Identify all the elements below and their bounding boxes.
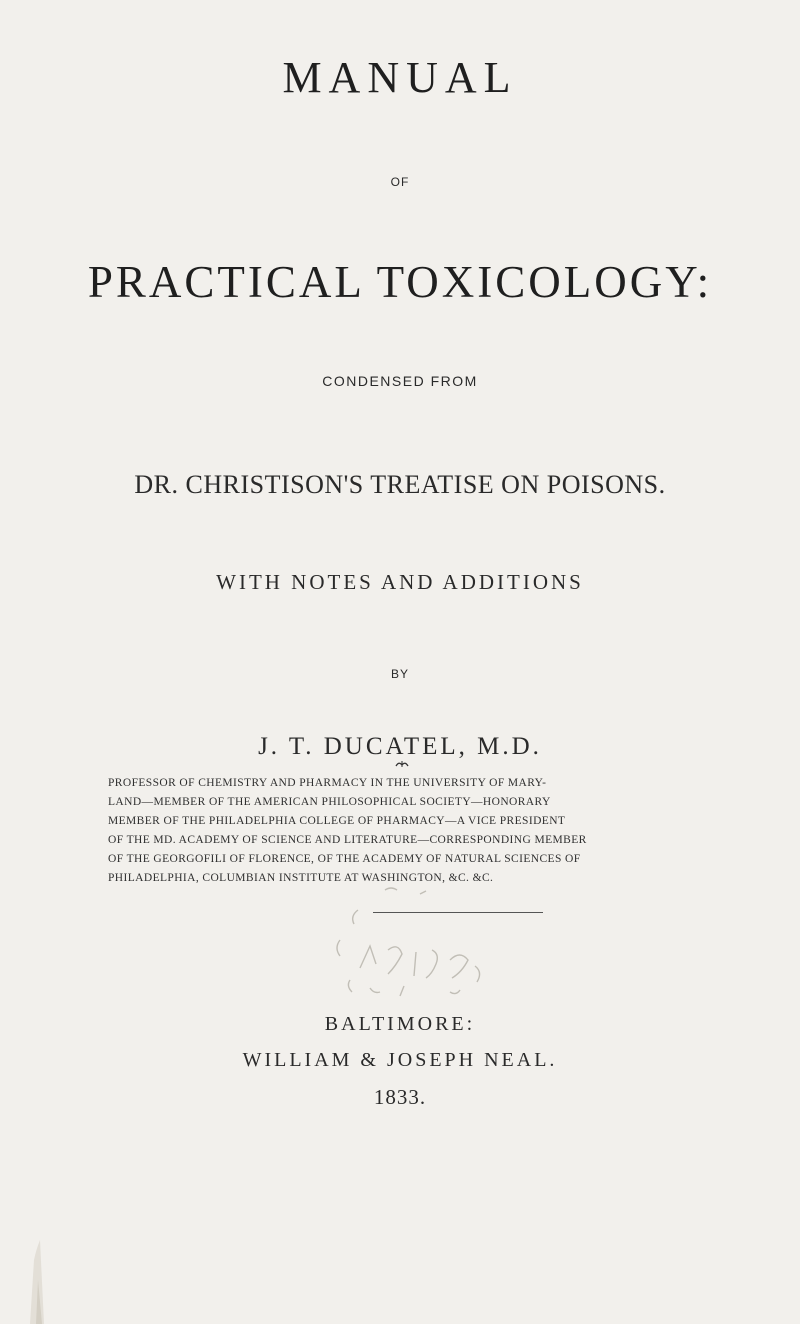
ornament-icon [395, 760, 409, 768]
credentials-line: PHILADELPHIA, COLUMBIAN INSTITUTE AT WASHINGTON, &C. &C. [108, 872, 494, 884]
source-treatise: DR. CHRISTISON'S TREATISE ON POISONS. [134, 470, 666, 499]
book-title: MANUAL [282, 53, 518, 102]
publication-year: 1833. [373, 1085, 427, 1109]
credentials-line: OF THE MD. ACADEMY OF SCIENCE AND LITERATURE—CORRESPONDING MEMBER [108, 834, 587, 846]
credentials-line: MEMBER OF THE PHILADELPHIA COLLEGE OF PHARMACY—A VICE PRESIDENT [108, 815, 566, 827]
credentials-line: OF THE GEORGOFILI OF FLORENCE, OF THE ACADEMY OF NATURAL SCIENCES OF [108, 853, 581, 865]
by-label: BY [390, 667, 409, 681]
notes-and-additions: WITH NOTES AND ADDITIONS [216, 570, 584, 594]
title-connector: OF [390, 175, 410, 189]
publication-place: BALTIMORE: [324, 1013, 476, 1035]
author-name: J. T. DUCATEL, M.D. [258, 733, 542, 760]
author-credentials [108, 774, 725, 888]
page-edge-smudge [0, 1220, 80, 1324]
book-subtitle: PRACTICAL TOXICOLOGY: [87, 257, 713, 307]
publisher-name: WILLIAM & JOSEPH NEAL. [242, 1049, 558, 1071]
divider-rule [373, 912, 543, 913]
credentials-line: LAND—MEMBER OF THE AMERICAN PHILOSOPHICAL SOCIETY—HONORARY [108, 796, 551, 808]
credentials-line: PROFESSOR OF CHEMISTRY AND PHARMACY IN THE UNIVERSITY OF MARY- [108, 777, 547, 789]
condensed-from-label: CONDENSED FROM [322, 373, 478, 389]
